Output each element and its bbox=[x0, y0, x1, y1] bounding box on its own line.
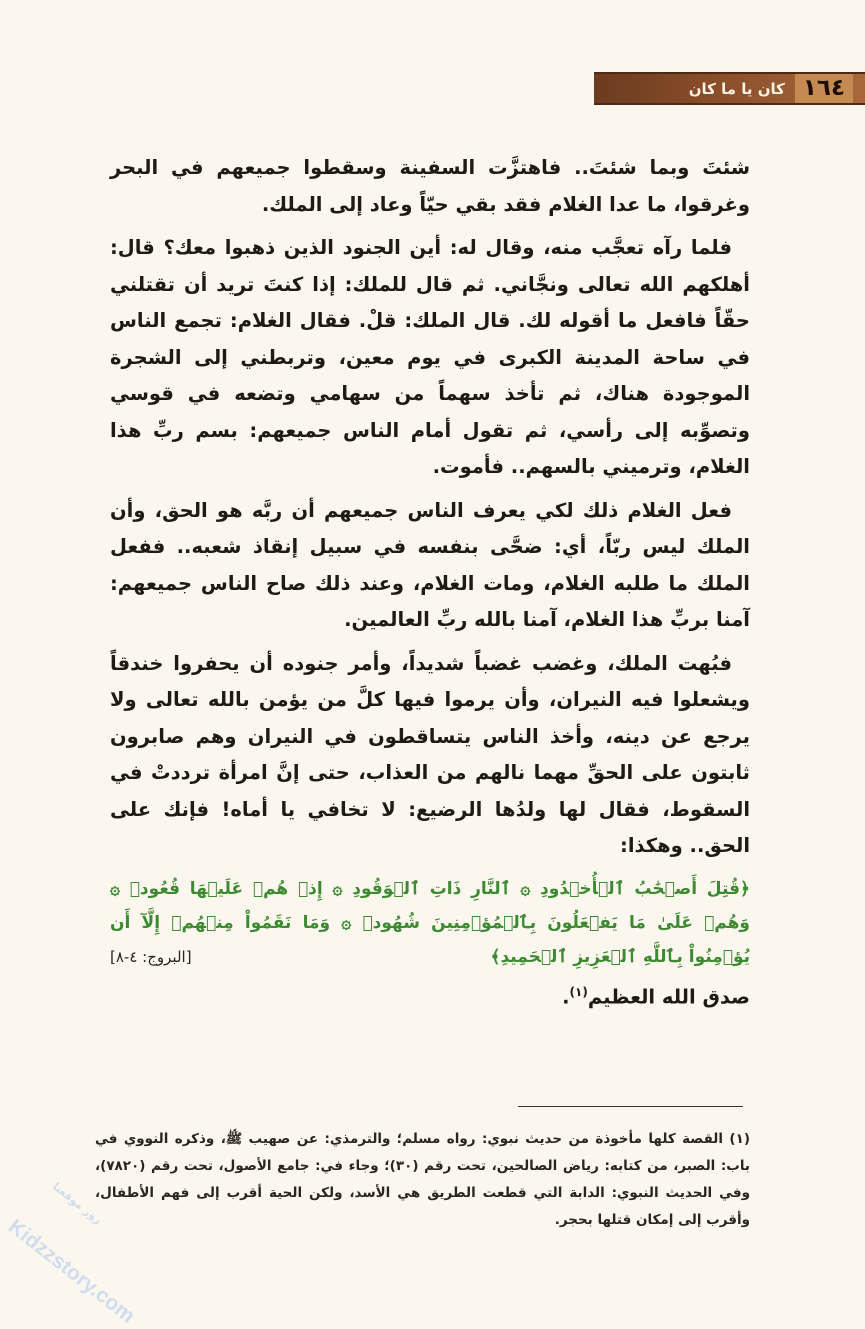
running-title: كان يا ما كان bbox=[688, 79, 785, 98]
paragraph: شئتَ وبما شئتَ.. فاهتزَّت السفينة وسقطوا جميعهم في البحر وغرقوا، ما عدا الغلام فقد بقي حيّاً وعاد إلى الملك. bbox=[110, 156, 750, 216]
footnote-divider bbox=[518, 1106, 743, 1107]
closing-text: صدق الله العظيم bbox=[587, 985, 750, 1008]
paragraph: فبُهت الملك، وغضب غضباً شديداً، وأمر جنوده أن يحفروا خندقاً ويشعلوا فيه النيران، وأن يرموا فيها كلَّ من يؤمن بالله تعالى ولا يرجع عن دينه، وأخذ الناس يتساقطون في النيران وهم صابرون ثابتون على الحقِّ مهما نالهم من العذاب، حتى إنَّ امرأة ترددتْ في السقوط، فقال لها ولدُها الرضيع: لا تخافي يا أماه! فإنك على الحق.. وهكذا: bbox=[110, 651, 750, 857]
quran-reference: [البروج: ٤-٨] bbox=[110, 947, 192, 966]
watermark-subtext: زور موقعنا bbox=[49, 1180, 105, 1227]
paragraph: فعل الغلام ذلك لكي يعرف الناس جميعهم أن ربَّه هو الحق، وأن الملك ليس ربّاً، أي: ضحَّى بنفسه في سبيل إنقاذ شعبه.. ففعل الملك ما طلبه الغلام، ومات الغلام، وعند ذلك صاح الناس جميعهم: آمنا بربِّ هذا الغلام، آمنا بالله ربِّ العالمين. bbox=[110, 498, 750, 631]
quran-quote bbox=[110, 872, 750, 974]
page-number: ١٦٤ bbox=[795, 74, 853, 103]
main-text bbox=[110, 150, 750, 1023]
footnote: (١) القصة كلها مأخوذة من حديث نبوي: رواه مسلم؛ والترمذي: عن صهيب ﷺ، وذكره النووي في باب: الصبر، من كتابه: رياض الصالحين، تحت رقم (٣٠)؛ وجاء في: جامع الأصول، تحت رقم (٧٨٢٠)، وفي الحديث النبوي: الدابة التي قطعت الطريق هي الأسد، ولكن الحية أقرب إلى فهم الأطفال، وأقرب إلى إمكان قتلها بحجر. bbox=[95, 1131, 750, 1228]
paragraph: فلما رآه تعجَّب منه، وقال له: أين الجنود الذين ذهبوا معك؟ قال: أهلكهم الله تعالى ونجَّاني. ثم قال للملك: إذا كنتَ تريد أن تقتلني حقّاً فافعل ما أقوله لك. قال الملك: قلْ. فقال الغلام: تجمع الناس في ساحة المدينة الكبرى في يوم معين، وتربطني إلى الشجرة الموجودة هناك، ثم تأخذ سهماً من سهامي وتضعه في قوسي وتصوِّبه إلى رأسي، ثم تقول أمام الناس جميعهم: بسم ربِّ هذا الغلام، وترميني بالسهم.. فأموت. bbox=[110, 236, 750, 478]
running-header bbox=[594, 72, 865, 105]
quran-verse: ﴿قُتِلَ أَصۡحَٰبُ ٱلۡأُخۡدُودِ ۞ ٱلنَّارِ ذَاتِ ٱلۡوَقُودِ ۞ إِذۡ هُمۡ عَلَيۡهَا قُعُودٞ ۞ وَهُمۡ عَلَىٰ مَا يَفۡعَلُونَ بِٱلۡمُؤۡمِنِينَ شُهُودٞ ۞ وَمَا نَقَمُواْ مِنۡهُمۡ إِلَّآ أَن يُؤۡمِنُواْ بِٱللَّهِ ٱلۡعَزِيزِ ٱلۡحَمِيدِ﴾ bbox=[110, 878, 750, 967]
closing-line: صدق الله العظيم$^{(١)}$. bbox=[562, 984, 750, 1008]
watermark-text: Kidzzstory.com bbox=[3, 1215, 140, 1328]
footnote-mark: (١) bbox=[569, 984, 588, 999]
